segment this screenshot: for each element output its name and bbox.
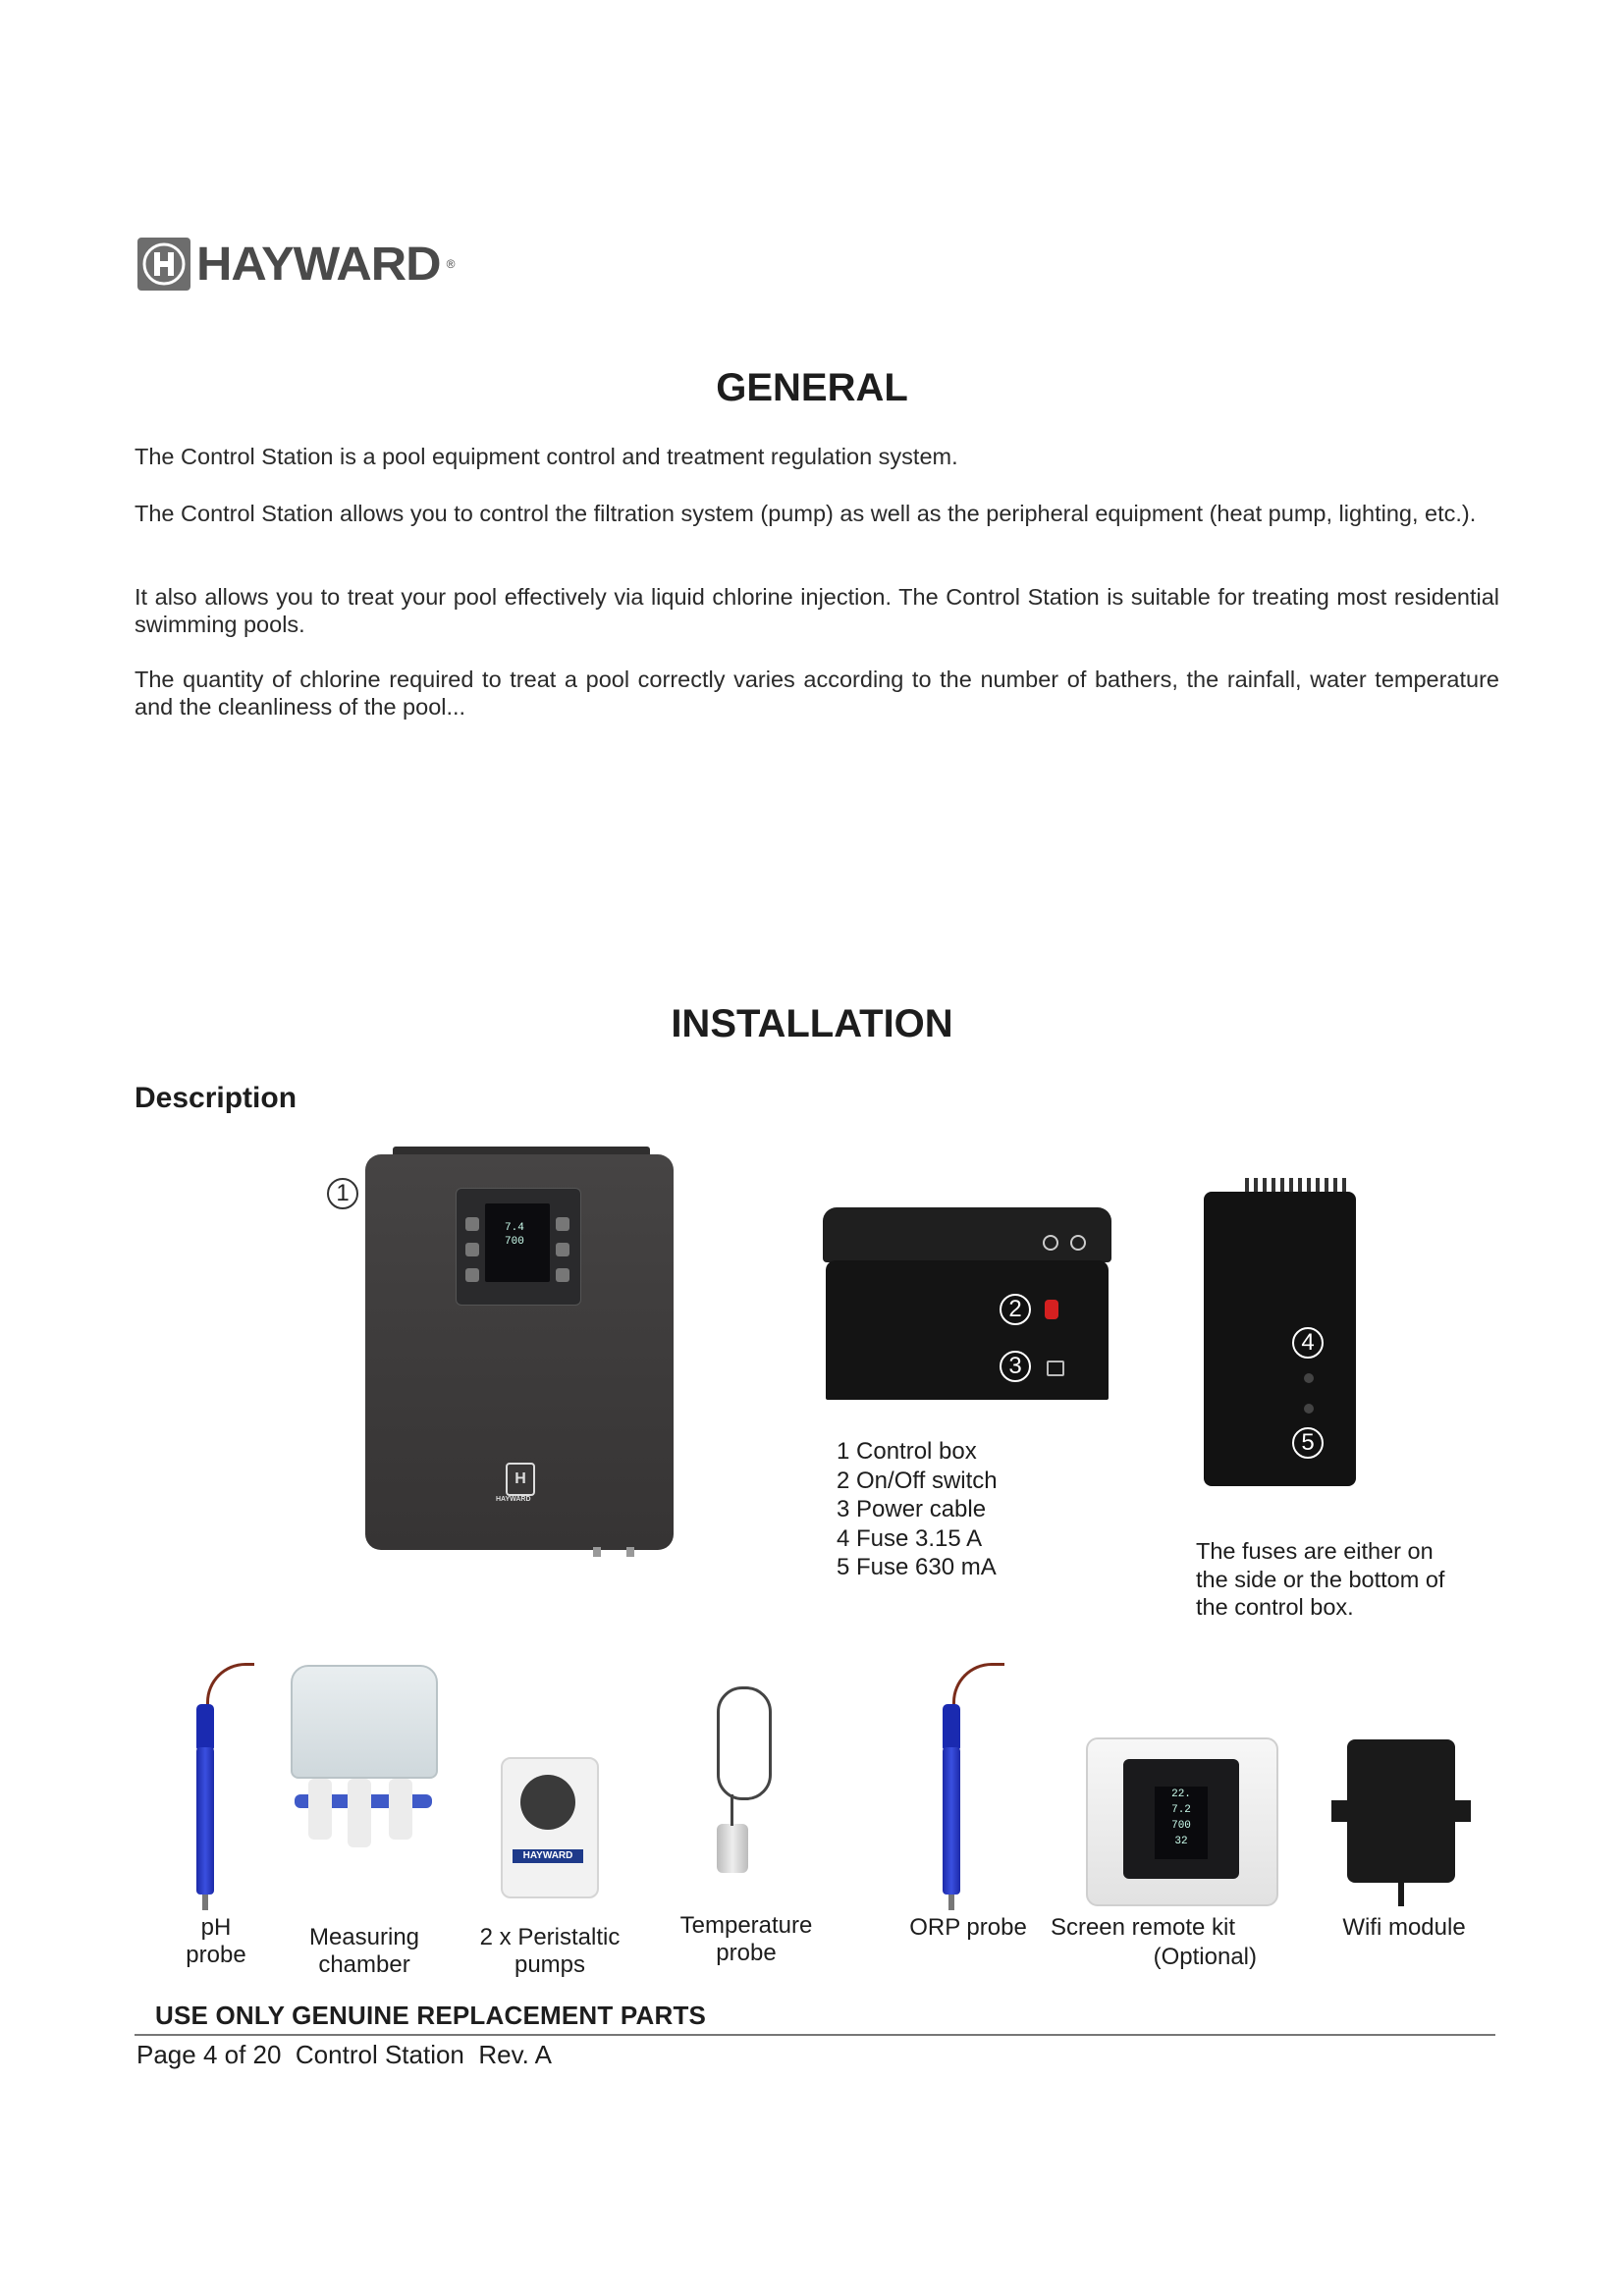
keypad-button — [465, 1243, 479, 1256]
callout-3: 3 — [1000, 1351, 1031, 1382]
brand-registered-mark: ® — [446, 257, 456, 271]
connector-icon — [626, 1547, 634, 1557]
label-line: Temperature — [679, 1912, 813, 1939]
callout-2: 2 — [1000, 1294, 1031, 1325]
keypad-button — [556, 1268, 569, 1282]
control-box-side-image — [1204, 1192, 1356, 1486]
wifi-module-cable — [1398, 1883, 1404, 1906]
remote-display-temp: 22. — [1171, 1789, 1191, 1800]
general-paragraph-3: It also allows you to treat your pool effectively via liquid chlorine injection. The Control Station is suitable for treating most residential swimming pools. — [135, 584, 1499, 637]
general-paragraph-1: The Control Station is a pool equipment control and treatment regulation system. — [135, 444, 958, 469]
ph-probe-cap — [196, 1704, 214, 1749]
label-ph-probe — [157, 1914, 275, 1969]
temperature-probe-image — [717, 1824, 748, 1873]
label-line: 2 x Peristaltic — [479, 1924, 621, 1950]
ph-probe-image — [196, 1747, 214, 1895]
label-line: pumps — [514, 1951, 586, 1978]
label-line: pH — [200, 1914, 232, 1941]
wifi-module-mount — [1455, 1800, 1471, 1822]
wifi-module-mount — [1331, 1800, 1347, 1822]
hayward-logo-icon — [137, 238, 190, 291]
keypad-button — [465, 1217, 479, 1231]
probe-tip — [202, 1895, 208, 1910]
on-off-switch-icon — [1045, 1300, 1058, 1319]
legend-item: 4 Fuse 3.15 A — [837, 1524, 983, 1552]
display-ph-value: 7.4 — [505, 1222, 524, 1234]
display-orp-value: 700 — [505, 1236, 524, 1248]
power-cable-socket-icon — [1047, 1361, 1064, 1376]
components-legend — [837, 1437, 998, 1582]
probe-tip — [948, 1895, 954, 1910]
brand-name: HAYWARD — [196, 238, 441, 291]
probe-wire — [731, 1794, 733, 1826]
footer-divider — [135, 2034, 1495, 2036]
label-screen-remote-optional: (Optional) — [1153, 1944, 1257, 1970]
chamber-fitting — [348, 1779, 371, 1847]
connector-icon — [593, 1547, 601, 1557]
remote-display — [1155, 1787, 1208, 1859]
label-peristaltic-pumps — [461, 1924, 638, 1979]
remote-display-water: 32 — [1174, 1836, 1188, 1847]
legend-item: 1 Control box — [837, 1438, 977, 1465]
box-logo-text: HAYWARD — [496, 1496, 531, 1503]
chamber-fitting — [308, 1779, 332, 1840]
label-orp-probe: ORP probe — [909, 1914, 1027, 1941]
brand-logo — [137, 236, 455, 293]
page-number: Page 4 of 20 Control Station Rev. A — [136, 2040, 552, 2069]
label-measuring-chamber — [291, 1924, 438, 1979]
pump-label: HAYWARD — [513, 1849, 583, 1863]
measuring-chamber-image — [291, 1665, 438, 1779]
callout-4: 4 — [1292, 1327, 1324, 1359]
keypad-button — [556, 1217, 569, 1231]
callout-1: 1 — [327, 1178, 358, 1209]
label-screen-remote-kit: Screen remote kit — [1050, 1914, 1236, 1941]
control-box-display — [485, 1203, 550, 1282]
label-line: Measuring — [308, 1924, 420, 1950]
remote-display-orp: 700 — [1171, 1820, 1191, 1832]
label-wifi-module: Wifi module — [1342, 1914, 1466, 1941]
general-heading: GENERAL — [716, 366, 908, 409]
label-line: probe — [716, 1940, 777, 1966]
label-line: chamber — [318, 1951, 410, 1978]
gland-icon — [1043, 1235, 1058, 1251]
keypad-button — [465, 1268, 479, 1282]
fuse-holder-icon — [1304, 1373, 1314, 1383]
general-paragraph-4: The quantity of chlorine required to treat a pool correctly varies according to the number of bathers, the rainfall, water temperature and the cleanliness of the pool... — [135, 667, 1499, 720]
control-box-underside-top — [823, 1207, 1111, 1262]
box-logo-icon: H — [506, 1463, 535, 1496]
label-line: probe — [186, 1942, 246, 1968]
temperature-probe-cable — [717, 1686, 772, 1800]
installation-heading: INSTALLATION — [671, 1002, 953, 1045]
legend-item: 2 On/Off switch — [837, 1467, 998, 1494]
probe-cable — [952, 1663, 1004, 1715]
wifi-module-image — [1347, 1739, 1455, 1883]
general-paragraph-2: The Control Station allows you to control the filtration system (pump) as well as the peripheral equipment (heat pump, lighting, etc.). — [135, 501, 1477, 526]
control-box-underside-image — [826, 1260, 1109, 1400]
genuine-parts-note: USE ONLY GENUINE REPLACEMENT PARTS — [155, 2001, 707, 2030]
fuse-holder-icon — [1304, 1404, 1314, 1414]
orp-probe-image — [943, 1747, 960, 1895]
legend-item: 5 Fuse 630 mA — [837, 1554, 997, 1580]
remote-display-ph: 7.2 — [1171, 1804, 1191, 1816]
orp-probe-cap — [943, 1704, 960, 1749]
pump-head — [520, 1775, 575, 1830]
gland-icon — [1070, 1235, 1086, 1251]
callout-5: 5 — [1292, 1427, 1324, 1459]
chamber-fitting — [389, 1779, 412, 1840]
keypad-button — [556, 1243, 569, 1256]
fuse-location-note: The fuses are either on the side or the bottom of the control box. — [1196, 1538, 1445, 1620]
legend-item: 3 Power cable — [837, 1496, 987, 1522]
description-subheading: Description — [135, 1082, 298, 1114]
label-temperature-probe — [658, 1912, 835, 1967]
